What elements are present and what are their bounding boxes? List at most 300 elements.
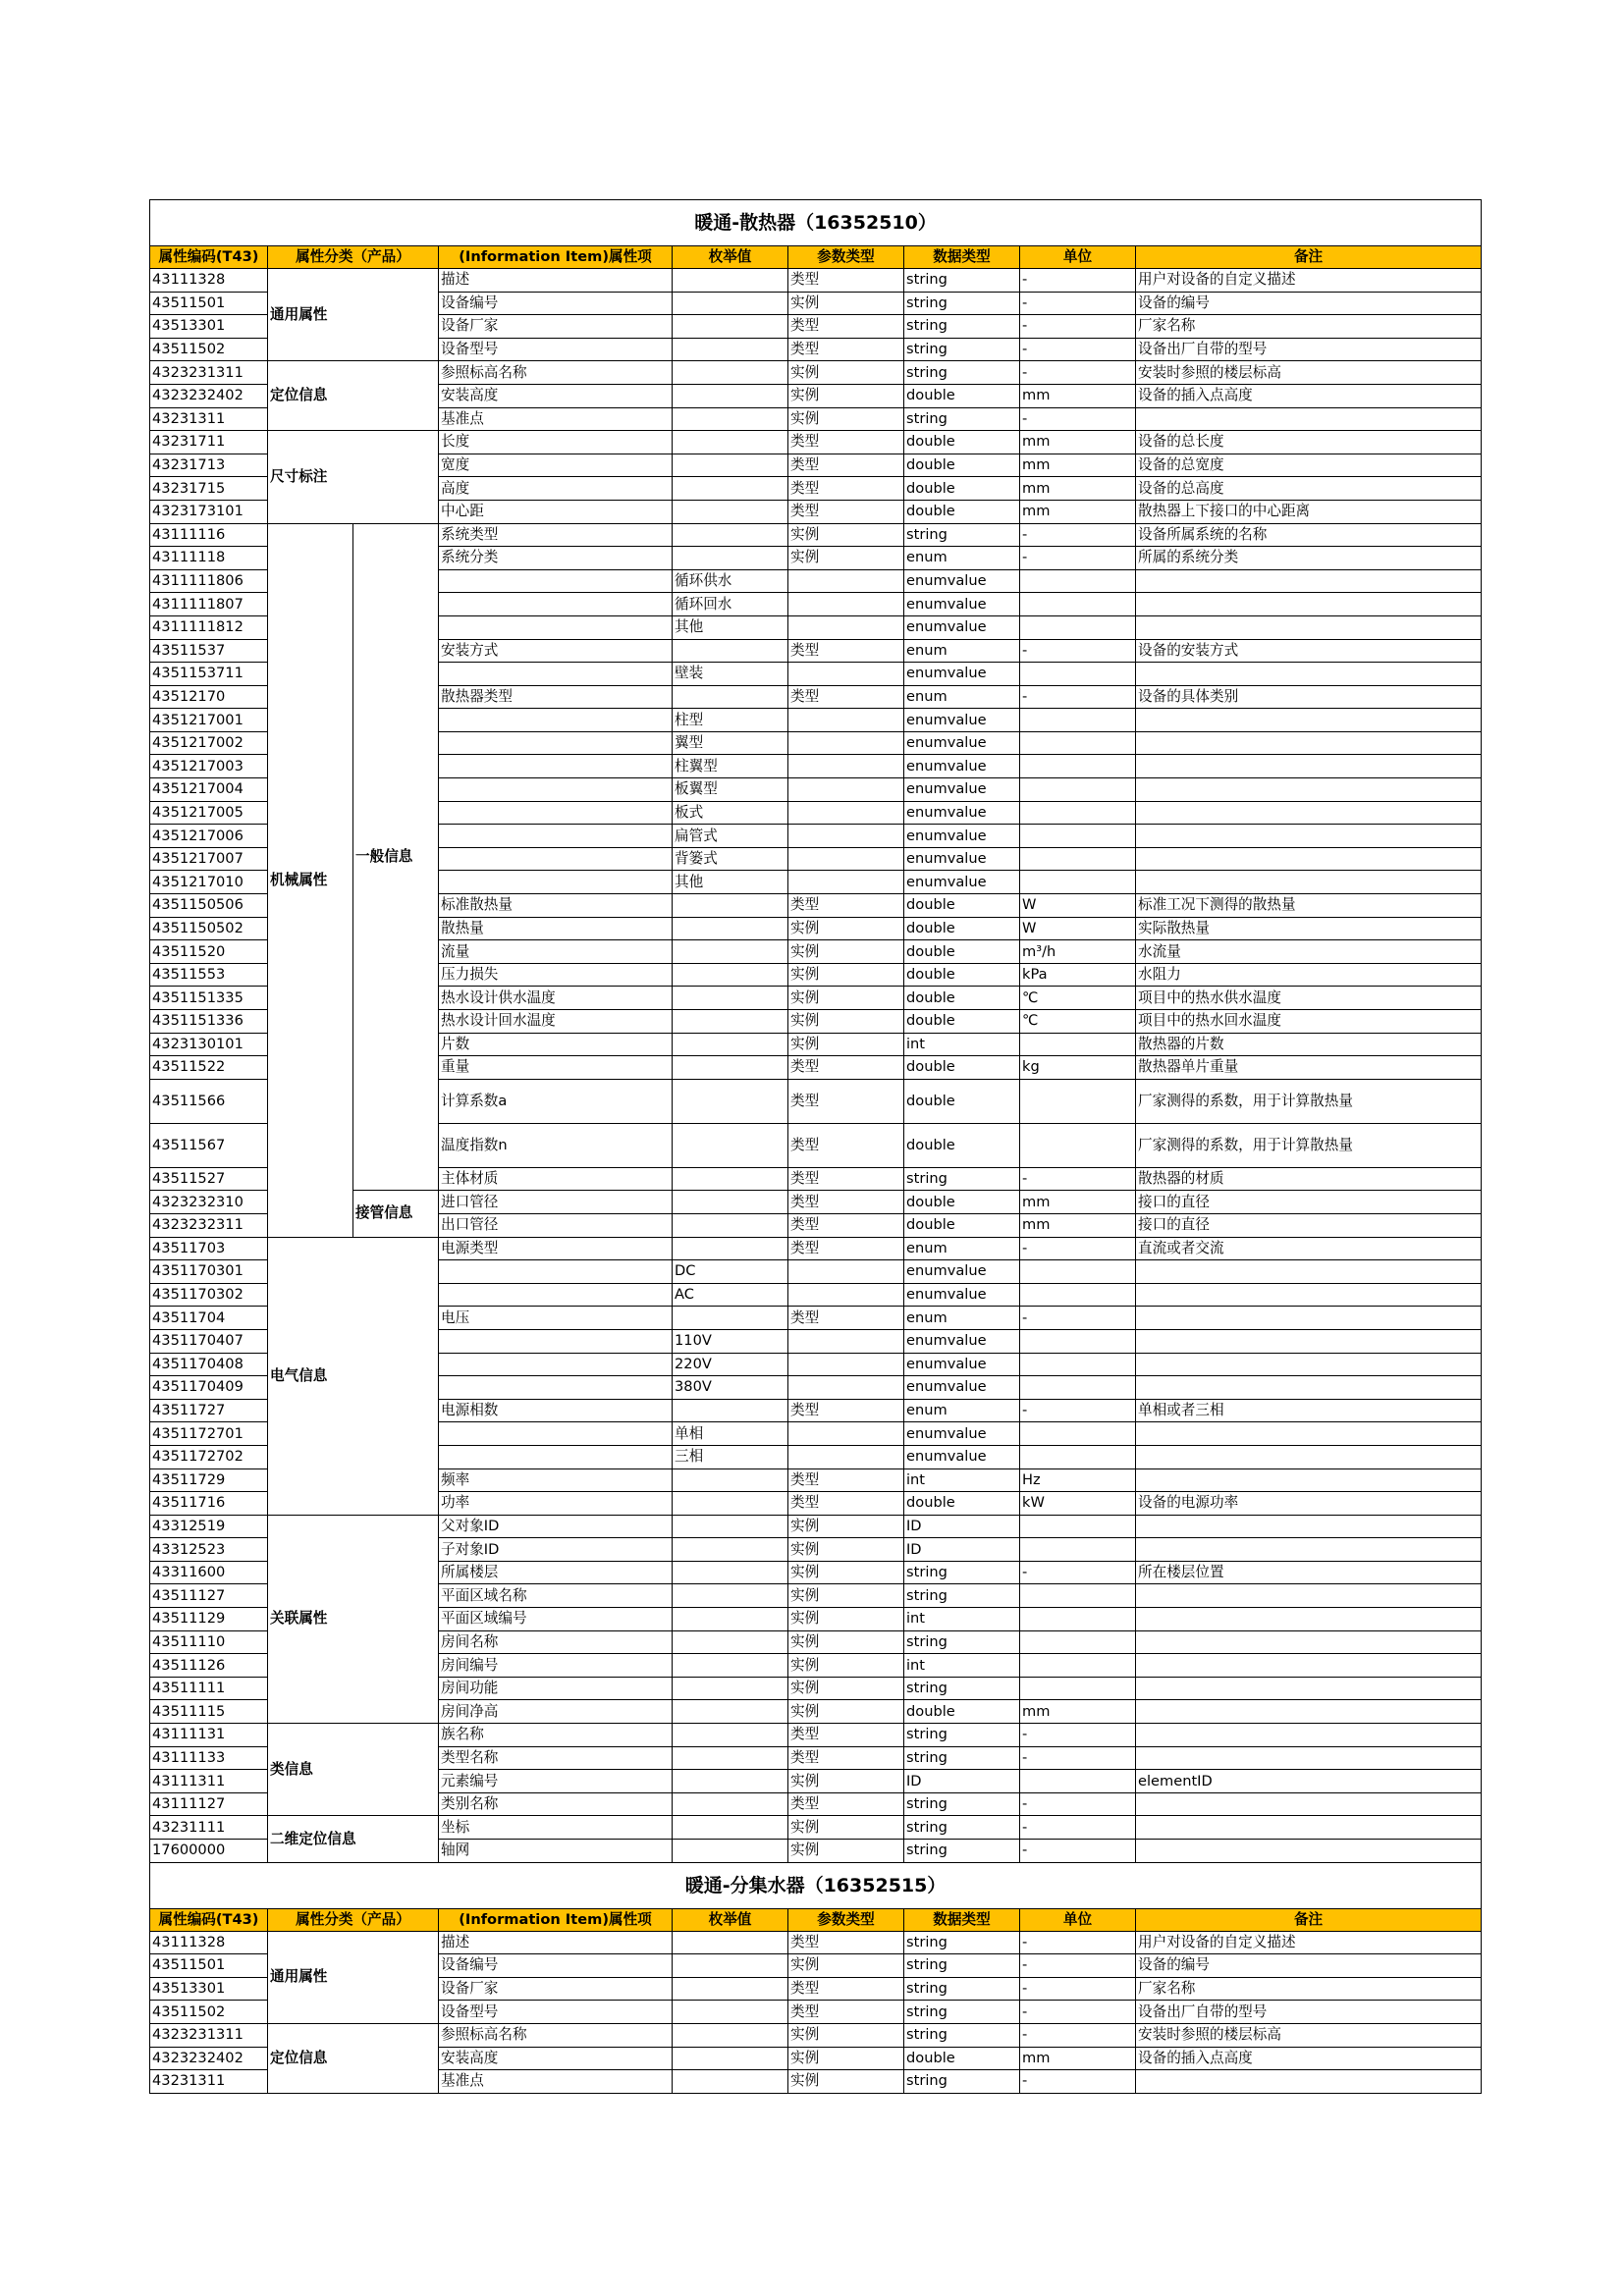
table-row xyxy=(150,1237,1482,1260)
attr-item: 房间净高 xyxy=(439,1700,673,1724)
attr-remark xyxy=(1136,1283,1482,1307)
attr-unit: mm xyxy=(1020,431,1136,454)
table-row xyxy=(150,2023,1482,2047)
attr-code: 4351172702 xyxy=(150,1445,268,1468)
attr-data-type: double xyxy=(904,431,1020,454)
attr-param-type: 实例 xyxy=(788,1630,904,1654)
attr-data-type: enum xyxy=(904,1399,1020,1422)
attr-data-type: double xyxy=(904,1123,1020,1167)
attr-code: 4323232402 xyxy=(150,2047,268,2070)
attr-param-type: 类型 xyxy=(788,1977,904,2001)
attr-param-type xyxy=(788,801,904,825)
attr-remark xyxy=(1136,1677,1482,1700)
attr-enum: 110V xyxy=(673,1329,788,1353)
attr-remark xyxy=(1136,709,1482,732)
attr-param-type: 实例 xyxy=(788,963,904,987)
attr-item: 进口管径 xyxy=(439,1191,673,1214)
attr-item: 安装方式 xyxy=(439,639,673,663)
attr-unit xyxy=(1020,569,1136,593)
attr-code: 43511537 xyxy=(150,639,268,663)
attr-unit xyxy=(1020,847,1136,871)
attr-param-type: 实例 xyxy=(788,1816,904,1840)
attr-unit xyxy=(1020,1584,1136,1608)
attr-data-type: enum xyxy=(904,639,1020,663)
attr-enum: AC xyxy=(673,1283,788,1307)
attr-enum xyxy=(673,523,788,547)
attr-param-type: 类型 xyxy=(788,1079,904,1123)
attr-data-type: string xyxy=(904,1167,1020,1191)
attr-param-type xyxy=(788,1353,904,1376)
table-row xyxy=(150,1816,1482,1840)
attr-item: 功率 xyxy=(439,1492,673,1516)
attr-enum: 其他 xyxy=(673,615,788,639)
attr-item: 设备厂家 xyxy=(439,315,673,339)
attr-remark: 设备的总高度 xyxy=(1136,477,1482,501)
attr-unit xyxy=(1020,1608,1136,1631)
header-unit: 单位 xyxy=(1020,1908,1136,1931)
attr-item: 重量 xyxy=(439,1056,673,1080)
attr-data-type: enumvalue xyxy=(904,1260,1020,1284)
attr-enum: 380V xyxy=(673,1376,788,1400)
attr-item: 设备厂家 xyxy=(439,1977,673,2001)
attr-remark: 设备的安装方式 xyxy=(1136,639,1482,663)
attr-param-type xyxy=(788,871,904,894)
attr-code: 43511110 xyxy=(150,1630,268,1654)
table-row xyxy=(150,1724,1482,1747)
header-data-type: 数据类型 xyxy=(904,246,1020,269)
attr-code: 43511727 xyxy=(150,1399,268,1422)
attr-data-type: enumvalue xyxy=(904,1329,1020,1353)
attr-data-type: int xyxy=(904,1654,1020,1678)
attr-data-type: enumvalue xyxy=(904,731,1020,755)
attr-enum xyxy=(673,1492,788,1516)
header-data-type: 数据类型 xyxy=(904,1908,1020,1931)
attr-unit: mm xyxy=(1020,1213,1136,1237)
attr-item xyxy=(439,731,673,755)
attr-code: 4351217005 xyxy=(150,801,268,825)
attr-item: 子对象ID xyxy=(439,1538,673,1562)
attr-unit: - xyxy=(1020,338,1136,361)
section-title-row xyxy=(150,1862,1482,1908)
attr-remark xyxy=(1136,1654,1482,1678)
attr-enum xyxy=(673,384,788,407)
attr-enum: 循环供水 xyxy=(673,569,788,593)
attr-param-type: 实例 xyxy=(788,1677,904,1700)
attr-remark xyxy=(1136,1700,1482,1724)
attr-remark xyxy=(1136,615,1482,639)
attr-data-type: string xyxy=(904,1931,1020,1954)
attr-param-type xyxy=(788,847,904,871)
attr-code: 43231111 xyxy=(150,1816,268,1840)
attr-unit: mm xyxy=(1020,2047,1136,2070)
attr-param-type: 实例 xyxy=(788,1033,904,1056)
attr-unit xyxy=(1020,1677,1136,1700)
attr-data-type: string xyxy=(904,1840,1020,1863)
attr-enum: 背篓式 xyxy=(673,847,788,871)
attr-unit xyxy=(1020,1376,1136,1400)
attr-remark: 设备的编号 xyxy=(1136,1954,1482,1978)
attr-param-type: 实例 xyxy=(788,1010,904,1034)
attr-item xyxy=(439,615,673,639)
attr-code: 4351217004 xyxy=(150,778,268,802)
attr-enum xyxy=(673,1167,788,1191)
attr-param-type: 实例 xyxy=(788,361,904,385)
attr-remark: 接口的直径 xyxy=(1136,1213,1482,1237)
attr-remark xyxy=(1136,593,1482,616)
attr-data-type: double xyxy=(904,917,1020,940)
attr-code: 43111116 xyxy=(150,523,268,547)
attr-data-type: string xyxy=(904,1954,1020,1978)
attr-item: 轴网 xyxy=(439,1840,673,1863)
attr-remark: 设备所属系统的名称 xyxy=(1136,523,1482,547)
attr-unit xyxy=(1020,1033,1136,1056)
attr-data-type: string xyxy=(904,1816,1020,1840)
attr-remark xyxy=(1136,801,1482,825)
attr-code: 43511520 xyxy=(150,940,268,964)
attr-code: 4323231311 xyxy=(150,2023,268,2047)
attr-unit: - xyxy=(1020,1977,1136,2001)
attr-remark xyxy=(1136,1353,1482,1376)
attr-unit: mm xyxy=(1020,500,1136,523)
attr-unit xyxy=(1020,1329,1136,1353)
attr-data-type: int xyxy=(904,1033,1020,1056)
attr-param-type: 类型 xyxy=(788,477,904,501)
attr-unit xyxy=(1020,755,1136,778)
attr-unit: - xyxy=(1020,1931,1136,1954)
attr-unit: mm xyxy=(1020,454,1136,477)
attr-data-type: string xyxy=(904,1584,1020,1608)
attr-enum xyxy=(673,2070,788,2094)
attr-enum xyxy=(673,1213,788,1237)
attr-remark: 设备的编号 xyxy=(1136,292,1482,315)
attr-item: 片数 xyxy=(439,1033,673,1056)
attr-unit: - xyxy=(1020,269,1136,293)
attr-code: 43312519 xyxy=(150,1515,268,1538)
attr-enum xyxy=(673,1538,788,1562)
attr-enum xyxy=(673,1954,788,1978)
attr-param-type xyxy=(788,569,904,593)
attr-code: 4351153711 xyxy=(150,663,268,686)
attr-unit xyxy=(1020,615,1136,639)
attr-param-type: 实例 xyxy=(788,917,904,940)
attr-remark: 设备的具体类别 xyxy=(1136,685,1482,709)
attr-remark: 设备出厂自带的型号 xyxy=(1136,338,1482,361)
attr-param-type: 类型 xyxy=(788,2001,904,2024)
attr-param-type: 实例 xyxy=(788,1700,904,1724)
attr-enum xyxy=(673,1561,788,1584)
category-label: 类信息 xyxy=(268,1724,439,1816)
attr-data-type: double xyxy=(904,1213,1020,1237)
header-item: (Information Item)属性项 xyxy=(439,246,673,269)
attr-remark xyxy=(1136,1724,1482,1747)
attr-enum xyxy=(673,917,788,940)
attr-data-type: enumvalue xyxy=(904,1376,1020,1400)
attr-unit: - xyxy=(1020,407,1136,431)
attr-unit: kPa xyxy=(1020,963,1136,987)
attr-item: 安装高度 xyxy=(439,384,673,407)
attr-enum xyxy=(673,894,788,918)
attr-enum: 220V xyxy=(673,1353,788,1376)
attr-unit: - xyxy=(1020,685,1136,709)
attr-param-type: 类型 xyxy=(788,1399,904,1422)
table-row xyxy=(150,431,1482,454)
attr-item xyxy=(439,778,673,802)
attr-data-type: ID xyxy=(904,1538,1020,1562)
attr-data-type: string xyxy=(904,1677,1020,1700)
attr-remark xyxy=(1136,569,1482,593)
attr-item: 出口管径 xyxy=(439,1213,673,1237)
attr-param-type xyxy=(788,1260,904,1284)
attr-param-type: 类型 xyxy=(788,1746,904,1770)
attr-param-type xyxy=(788,593,904,616)
attr-param-type: 实例 xyxy=(788,1584,904,1608)
header-category: 属性分类（产品） xyxy=(268,246,439,269)
attr-enum xyxy=(673,2047,788,2070)
attr-enum xyxy=(673,1724,788,1747)
attr-enum xyxy=(673,1010,788,1034)
attr-remark: 厂家测得的系数，用于计算散热量 xyxy=(1136,1079,1482,1123)
attr-unit xyxy=(1020,731,1136,755)
attr-remark: 设备的电源功率 xyxy=(1136,1492,1482,1516)
attr-code: 4323130101 xyxy=(150,1033,268,1056)
attr-code: 4311111806 xyxy=(150,569,268,593)
attr-item: 描述 xyxy=(439,1931,673,1954)
attr-data-type: enumvalue xyxy=(904,825,1020,848)
attr-remark xyxy=(1136,1792,1482,1816)
attr-enum xyxy=(673,1307,788,1330)
attr-unit: - xyxy=(1020,1816,1136,1840)
attr-code: 43511704 xyxy=(150,1307,268,1330)
attr-data-type: enumvalue xyxy=(904,778,1020,802)
attr-enum xyxy=(673,1033,788,1056)
attr-remark xyxy=(1136,1468,1482,1492)
attr-remark xyxy=(1136,847,1482,871)
attr-param-type: 类型 xyxy=(788,1492,904,1516)
attr-param-type: 实例 xyxy=(788,1840,904,1863)
attr-param-type: 类型 xyxy=(788,500,904,523)
attr-enum xyxy=(673,1056,788,1080)
attr-code: 43511501 xyxy=(150,1954,268,1978)
attr-unit: - xyxy=(1020,2023,1136,2047)
attr-param-type: 类型 xyxy=(788,894,904,918)
attr-data-type: double xyxy=(904,2047,1020,2070)
attr-param-type: 类型 xyxy=(788,1191,904,1214)
attr-item: 标准散热量 xyxy=(439,894,673,918)
attr-enum xyxy=(673,1840,788,1863)
attr-remark xyxy=(1136,1422,1482,1446)
attr-remark: 实际散热量 xyxy=(1136,917,1482,940)
attr-unit: - xyxy=(1020,1167,1136,1191)
attr-unit: - xyxy=(1020,1840,1136,1863)
attr-item: 坐标 xyxy=(439,1816,673,1840)
attr-unit xyxy=(1020,593,1136,616)
attr-unit xyxy=(1020,1630,1136,1654)
attr-remark: 安装时参照的楼层标高 xyxy=(1136,2023,1482,2047)
attr-remark: 设备的总长度 xyxy=(1136,431,1482,454)
attr-enum: 其他 xyxy=(673,871,788,894)
attr-data-type: string xyxy=(904,2023,1020,2047)
attr-code: 43511502 xyxy=(150,338,268,361)
attr-remark: 直流或者交流 xyxy=(1136,1237,1482,1260)
attr-code: 4351172701 xyxy=(150,1422,268,1446)
attr-data-type: double xyxy=(904,477,1020,501)
attr-unit: - xyxy=(1020,2001,1136,2024)
attr-remark: 设备的插入点高度 xyxy=(1136,2047,1482,2070)
attr-item xyxy=(439,593,673,616)
attr-enum xyxy=(673,1608,788,1631)
attr-unit: - xyxy=(1020,1792,1136,1816)
attr-unit: m³/h xyxy=(1020,940,1136,964)
category-label: 定位信息 xyxy=(268,2023,439,2093)
header-enum: 枚举值 xyxy=(673,1908,788,1931)
attr-data-type: double xyxy=(904,1079,1020,1123)
attr-data-type: string xyxy=(904,1630,1020,1654)
attr-param-type: 实例 xyxy=(788,547,904,570)
attr-param-type xyxy=(788,663,904,686)
attr-item: 散热器类型 xyxy=(439,685,673,709)
attr-data-type: double xyxy=(904,894,1020,918)
attr-data-type: enum xyxy=(904,685,1020,709)
attr-remark: 水阻力 xyxy=(1136,963,1482,987)
attr-param-type: 实例 xyxy=(788,1561,904,1584)
attr-param-type xyxy=(788,1422,904,1446)
attr-unit: - xyxy=(1020,523,1136,547)
attr-param-type: 实例 xyxy=(788,2023,904,2047)
attr-code: 43513301 xyxy=(150,315,268,339)
attr-code: 4351151335 xyxy=(150,987,268,1010)
attr-unit: mm xyxy=(1020,1191,1136,1214)
attr-data-type: double xyxy=(904,384,1020,407)
attr-item xyxy=(439,1283,673,1307)
attr-remark xyxy=(1136,1584,1482,1608)
attr-unit: mm xyxy=(1020,477,1136,501)
attr-unit xyxy=(1020,1654,1136,1678)
attr-code: 43511729 xyxy=(150,1468,268,1492)
attr-item: 描述 xyxy=(439,269,673,293)
attr-param-type: 实例 xyxy=(788,1770,904,1793)
attr-data-type: string xyxy=(904,407,1020,431)
attr-item: 计算系数a xyxy=(439,1079,673,1123)
attr-remark: 所属的系统分类 xyxy=(1136,547,1482,570)
attr-remark xyxy=(1136,2070,1482,2094)
attr-item: 流量 xyxy=(439,940,673,964)
attr-remark: 厂家名称 xyxy=(1136,315,1482,339)
attr-item xyxy=(439,755,673,778)
attr-code: 43111131 xyxy=(150,1724,268,1747)
attr-remark: 散热器上下接口的中心距离 xyxy=(1136,500,1482,523)
attr-enum: DC xyxy=(673,1260,788,1284)
attr-enum xyxy=(673,1123,788,1167)
attr-data-type: double xyxy=(904,1010,1020,1034)
attr-param-type xyxy=(788,1329,904,1353)
attr-data-type: int xyxy=(904,1608,1020,1631)
attr-code: 4351170407 xyxy=(150,1329,268,1353)
category-label: 关联属性 xyxy=(268,1515,439,1723)
attr-code: 43511115 xyxy=(150,1700,268,1724)
attr-code: 43231311 xyxy=(150,407,268,431)
attr-item: 电源类型 xyxy=(439,1237,673,1260)
attr-data-type: double xyxy=(904,1492,1020,1516)
header-code: 属性编码(T43) xyxy=(150,1908,268,1931)
attr-item: 热水设计供水温度 xyxy=(439,987,673,1010)
attr-data-type: enumvalue xyxy=(904,1283,1020,1307)
attr-enum xyxy=(673,940,788,964)
attr-param-type: 类型 xyxy=(788,269,904,293)
attr-item: 所属楼层 xyxy=(439,1561,673,1584)
section-title-row xyxy=(150,200,1482,246)
attr-data-type: enumvalue xyxy=(904,755,1020,778)
attr-enum xyxy=(673,338,788,361)
attr-code: 43513301 xyxy=(150,1977,268,2001)
attr-param-type: 实例 xyxy=(788,2070,904,2094)
attr-code: 43511126 xyxy=(150,1654,268,1678)
attr-item: 压力损失 xyxy=(439,963,673,987)
attr-data-type: string xyxy=(904,315,1020,339)
attr-remark xyxy=(1136,1816,1482,1840)
attr-param-type: 实例 xyxy=(788,1538,904,1562)
attr-enum xyxy=(673,547,788,570)
attr-code: 43111328 xyxy=(150,269,268,293)
attr-code: 43511716 xyxy=(150,1492,268,1516)
attr-code: 4323232310 xyxy=(150,1191,268,1214)
attr-remark: 散热器单片重量 xyxy=(1136,1056,1482,1080)
attr-unit: ℃ xyxy=(1020,1010,1136,1034)
attr-item xyxy=(439,709,673,732)
attr-item: 参照标高名称 xyxy=(439,2023,673,2047)
attr-param-type xyxy=(788,1376,904,1400)
category-label: 电气信息 xyxy=(268,1237,439,1515)
attr-code: 4311111812 xyxy=(150,615,268,639)
attr-enum xyxy=(673,1677,788,1700)
attr-code: 4323232402 xyxy=(150,384,268,407)
attr-enum xyxy=(673,1399,788,1422)
category-label: 通用属性 xyxy=(268,1931,439,2023)
attr-remark xyxy=(1136,1376,1482,1400)
attr-remark xyxy=(1136,1840,1482,1863)
attr-code: 43111133 xyxy=(150,1746,268,1770)
attr-param-type: 类型 xyxy=(788,1792,904,1816)
table-row xyxy=(150,269,1482,293)
spec-sheet xyxy=(149,199,1481,2094)
attr-remark xyxy=(1136,755,1482,778)
attr-enum: 三相 xyxy=(673,1445,788,1468)
table-row xyxy=(150,523,1482,547)
header-param-type: 参数类型 xyxy=(788,246,904,269)
category-label: 尺寸标注 xyxy=(268,431,439,523)
attr-unit xyxy=(1020,778,1136,802)
attr-code: 43511501 xyxy=(150,292,268,315)
attr-unit xyxy=(1020,663,1136,686)
attr-remark: elementID xyxy=(1136,1770,1482,1793)
attr-enum xyxy=(673,454,788,477)
attr-param-type: 类型 xyxy=(788,1123,904,1167)
attr-param-type: 类型 xyxy=(788,1931,904,1954)
attr-unit xyxy=(1020,801,1136,825)
attr-item xyxy=(439,1260,673,1284)
attr-item: 设备型号 xyxy=(439,2001,673,2024)
attr-remark xyxy=(1136,825,1482,848)
attr-param-type: 类型 xyxy=(788,454,904,477)
attr-data-type: double xyxy=(904,963,1020,987)
attr-unit xyxy=(1020,1079,1136,1123)
attr-data-type: enumvalue xyxy=(904,709,1020,732)
attr-item: 平面区域编号 xyxy=(439,1608,673,1631)
attr-item: 宽度 xyxy=(439,454,673,477)
attr-enum xyxy=(673,987,788,1010)
attr-enum: 壁装 xyxy=(673,663,788,686)
attr-data-type: enumvalue xyxy=(904,615,1020,639)
attr-unit xyxy=(1020,1283,1136,1307)
